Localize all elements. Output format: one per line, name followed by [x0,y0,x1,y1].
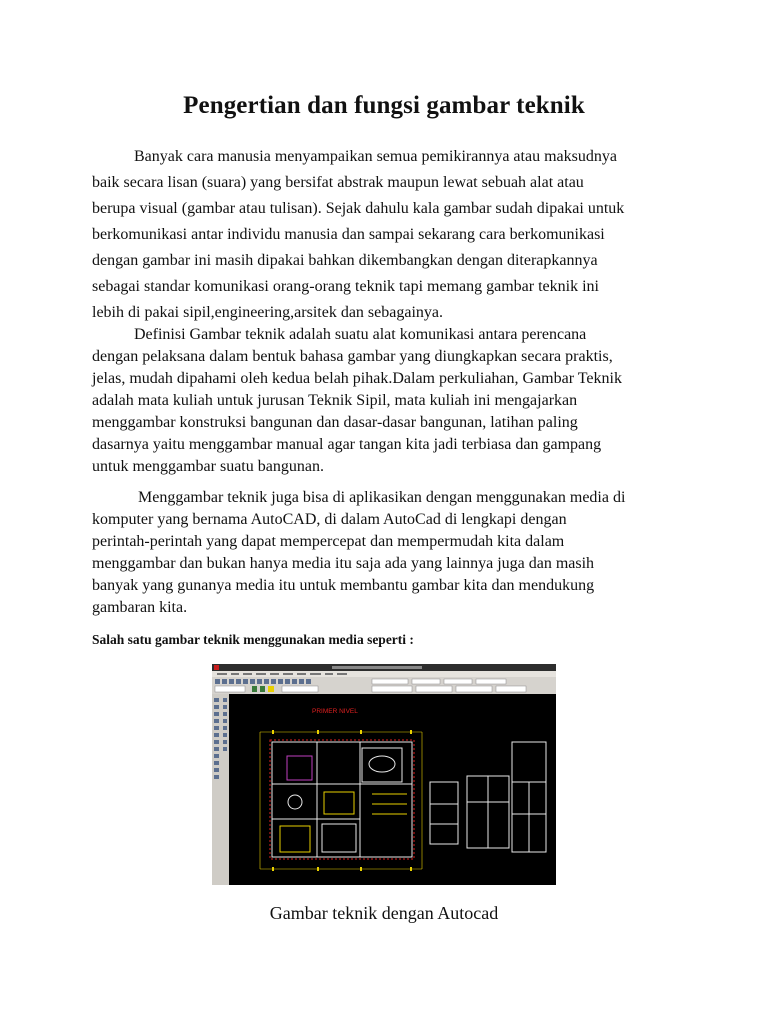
figure-caption: Gambar teknik dengan Autocad [269,903,499,923]
paragraph-line: baik secara lisan (suara) yang bersifat abstrak maupun lewat sebuah alat atau [92,174,584,191]
figure-intro: Salah satu gambar teknik menggunakan media seperti : [92,632,414,647]
autocad-screenshot [212,664,556,885]
paragraph-line: menggambar dan bukan hanya media itu saja ada yang lainnya juga dan masih [92,555,595,572]
paragraph-line: dasarnya yaitu menggambar manual agar tangan kita jadi terbiasa dan gampang [92,436,602,453]
paragraph-line: dengan gambar ini masih dipakai bahkan dikembangkan dengan diterapkannya [92,252,598,269]
paragraph-line: sebagai standar komunikasi orang-orang teknik tapi memang gambar teknik ini [92,278,599,295]
paragraph-line: Definisi Gambar teknik adalah suatu alat komunikasi antara perencana [134,326,587,343]
paragraph-line: dengan pelaksana dalam bentuk bahasa gambar yang diungkapkan secara praktis, [92,348,613,365]
paragraph-line: lebih di pakai sipil,engineering,arsitek dan sebagainya. [92,304,443,321]
paragraph-line: untuk menggambar suatu bangunan. [92,458,324,475]
paragraph-line: gambaran kita. [92,599,188,616]
autocad-logo-icon [214,665,219,670]
paragraph-line: menggambar konstruksi bangunan dan dasar-dasar bangunan, latihan paling [92,414,578,431]
paragraph-introduction [92,144,682,326]
paragraph-line: berupa visual (gambar atau tulisan). Sejak dahulu kala gambar sudah dipakai untuk [92,200,625,217]
drawing-label: PRIMER NIVEL [312,708,358,715]
paragraph-line: jelas, mudah dipahami oleh kedua belah pihak.Dalam perkuliahan, Gambar Teknik [92,370,622,387]
paragraph-line: Menggambar teknik juga bisa di aplikasikan dengan menggunakan media di [138,489,626,506]
paragraph-autocad [92,487,682,619]
paragraph-line: komputer yang bernama AutoCAD, di dalam AutoCad di lengkapi dengan [92,511,567,528]
paragraph-line: adalah mata kuliah untuk jurusan Teknik Sipil, mata kuliah ini mengajarkan [92,392,578,409]
paragraph-line: banyak yang gunanya media itu untuk membantu gambar kita dan mendukung [92,577,595,594]
paragraph-line: perintah-perintah yang dapat mempercepat dan mempermudah kita dalam [92,533,565,550]
paragraph-line: berkomunikasi antar individu manusia dan sampai sekarang cara berkomunikasi [92,226,605,243]
autocad-screenshot-figure [212,664,556,885]
paragraph-line: Banyak cara manusia menyampaikan semua pemikirannya atau maksudnya [134,148,617,165]
paragraph-definition [92,324,682,478]
page-title: Pengertian dan fungsi gambar teknik [183,92,585,119]
